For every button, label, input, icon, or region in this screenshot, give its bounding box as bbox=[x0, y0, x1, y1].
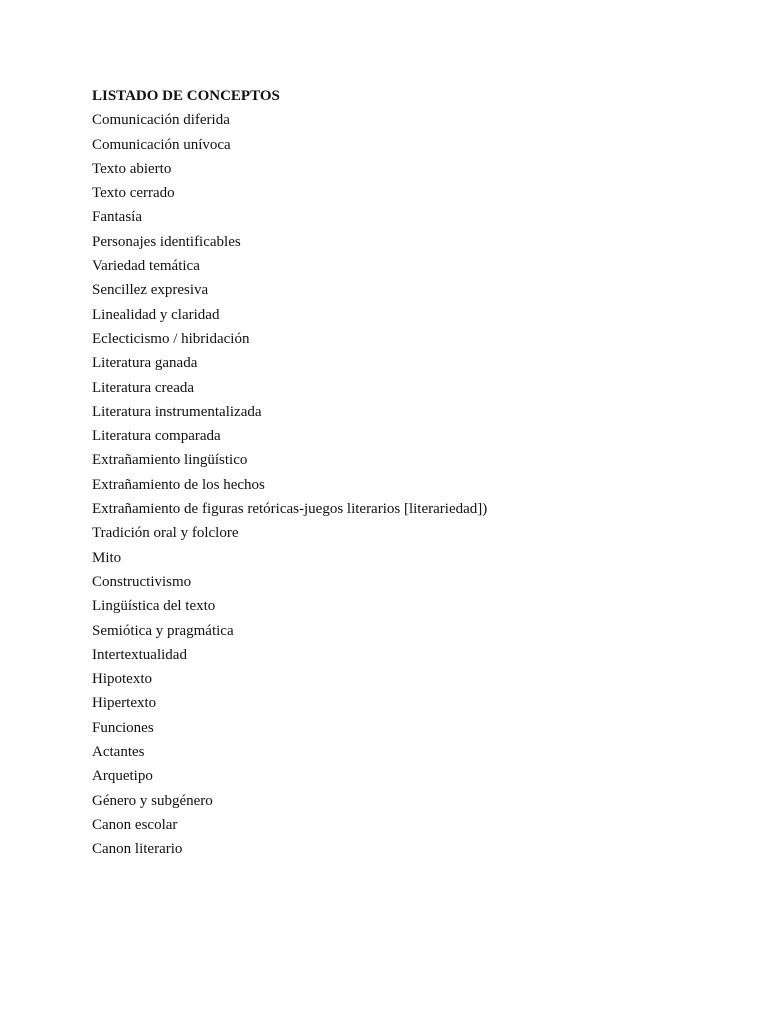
concept-item: Literatura comparada bbox=[92, 428, 221, 445]
concept-item: Arquetipo bbox=[92, 768, 153, 785]
concept-item: Literatura creada bbox=[92, 379, 195, 396]
concept-item: Semiótica y pragmática bbox=[92, 622, 234, 639]
document-title: LISTADO DE CONCEPTOS bbox=[92, 88, 280, 104]
concept-item: Tradición oral y folclore bbox=[92, 525, 239, 542]
concept-item: Lingüística del texto bbox=[92, 598, 216, 615]
concept-item: Hipotexto bbox=[92, 671, 152, 688]
concept-item: Actantes bbox=[92, 744, 145, 761]
concept-item: Variedad temática bbox=[92, 258, 200, 275]
concept-item: Mito bbox=[92, 549, 122, 566]
concept-item: Intertextualidad bbox=[92, 646, 187, 663]
concept-item: Literatura instrumentalizada bbox=[92, 403, 262, 420]
concept-item: Linealidad y claridad bbox=[92, 306, 220, 323]
concept-item: Extrañamiento lingüístico bbox=[92, 452, 248, 469]
concept-item: Extrañamiento de figuras retóricas-juegos literarios [literariedad]) bbox=[92, 501, 488, 518]
concept-item: Canon literario bbox=[92, 841, 183, 858]
concept-list bbox=[92, 108, 712, 861]
concept-item: Extrañamiento de los hechos bbox=[92, 476, 265, 493]
concept-item: Funciones bbox=[92, 719, 154, 736]
concept-item: Canon escolar bbox=[92, 816, 178, 833]
concept-item: Texto abierto bbox=[92, 160, 172, 177]
concept-item: Hipertexto bbox=[92, 695, 157, 712]
concept-item: Género y subgénero bbox=[92, 792, 213, 809]
concept-item: Personajes identificables bbox=[92, 233, 241, 250]
document-page bbox=[92, 84, 712, 862]
concept-item: Comunicación unívoca bbox=[92, 136, 231, 153]
concept-item: Fantasía bbox=[92, 209, 142, 226]
concept-item: Literatura ganada bbox=[92, 355, 198, 372]
concept-item: Eclecticismo / hibridación bbox=[92, 330, 250, 347]
concept-item: Texto cerrado bbox=[92, 185, 175, 202]
concept-item: Sencillez expresiva bbox=[92, 282, 209, 299]
concept-item: Constructivismo bbox=[92, 573, 192, 590]
concept-item: Comunicación diferida bbox=[92, 112, 230, 129]
